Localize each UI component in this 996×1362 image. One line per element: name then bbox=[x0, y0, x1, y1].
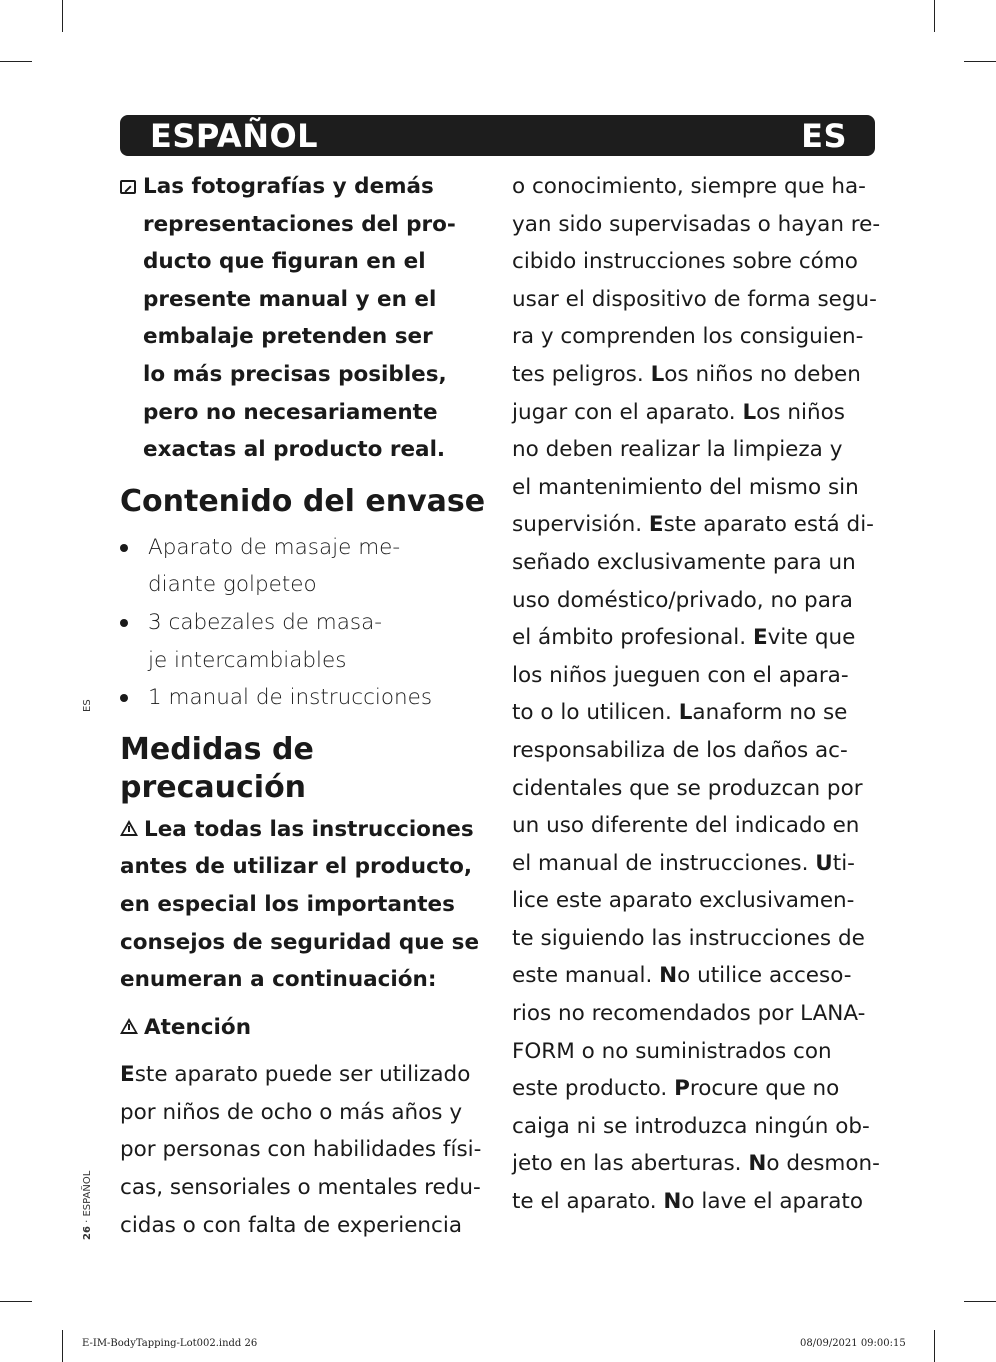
safety-paragraph-continued bbox=[512, 168, 892, 1221]
paragraph-line bbox=[512, 1183, 892, 1221]
paragraph-line bbox=[512, 506, 892, 544]
text-run: usar el dispositivo de forma segu- bbox=[512, 286, 877, 312]
paragraph-line bbox=[512, 431, 892, 469]
text-run: to o lo utilicen. bbox=[512, 700, 679, 726]
text-run: este producto. bbox=[512, 1076, 675, 1102]
text-run: supervisión. bbox=[512, 512, 649, 538]
paragraph-line bbox=[512, 281, 892, 319]
text-run: el manual de instrucciones. bbox=[512, 850, 816, 876]
paragraph-line bbox=[512, 845, 892, 883]
left-column bbox=[120, 168, 495, 1244]
sentence-lead-letter: N bbox=[659, 963, 678, 989]
drop-lead-letter: E bbox=[120, 1062, 135, 1088]
crop-mark bbox=[964, 1301, 996, 1302]
paragraph-line bbox=[512, 657, 892, 695]
text-run: caiga ni se introduzca ningún ob- bbox=[512, 1113, 870, 1139]
read-instructions-warning bbox=[120, 811, 495, 999]
text-run: o conocimiento, siempre que ha- bbox=[512, 174, 866, 199]
paragraph-line bbox=[512, 544, 892, 582]
page-footer-label: · ESPAÑOL bbox=[82, 1170, 93, 1227]
note-line: exactas al producto real. bbox=[143, 437, 446, 463]
crop-mark bbox=[934, 0, 935, 32]
attention-subheading bbox=[120, 1009, 495, 1047]
paragraph-line bbox=[512, 356, 892, 394]
paragraph-line bbox=[512, 957, 892, 995]
paragraph-line bbox=[512, 882, 892, 920]
note-line: pero no necesariamente bbox=[143, 399, 438, 425]
paragraph-line: cidas o con falta de experiencia bbox=[120, 1212, 463, 1238]
paragraph-line bbox=[512, 1070, 892, 1108]
list-item-line: 1 manual de instrucciones bbox=[148, 685, 433, 711]
paragraph-line bbox=[512, 582, 892, 620]
text-run: lice este aparato exclusivamen- bbox=[512, 888, 855, 914]
paragraph-line bbox=[512, 732, 892, 770]
paragraph-line bbox=[512, 694, 892, 732]
text-run: ste aparato está di- bbox=[663, 512, 874, 538]
contents-heading: Contenido del envase bbox=[120, 483, 486, 519]
text-run: os niños no deben bbox=[664, 361, 861, 387]
language-title: ESPAÑOL bbox=[150, 116, 319, 155]
text-run: o utilice acceso- bbox=[677, 963, 852, 989]
contents-list bbox=[120, 529, 495, 717]
right-column bbox=[512, 168, 892, 1221]
list-item-line: je intercambiables bbox=[148, 647, 347, 673]
text-run: o desmon- bbox=[766, 1151, 880, 1177]
precautions-heading-line: precaución bbox=[120, 769, 307, 805]
text-run: rios no recomendados por LANA- bbox=[512, 1001, 866, 1027]
note-line: lo más precisas posibles, bbox=[143, 361, 447, 387]
precautions-heading-line: Medidas de bbox=[120, 731, 314, 767]
crop-mark bbox=[62, 0, 63, 32]
text-run: jugar con el aparato. bbox=[512, 399, 743, 425]
paragraph-line bbox=[512, 619, 892, 657]
text-run: vite que bbox=[767, 625, 856, 651]
page-footer bbox=[82, 1171, 93, 1240]
sentence-lead-letter: P bbox=[674, 1076, 690, 1102]
bullet-icon bbox=[120, 544, 128, 552]
crop-mark bbox=[0, 61, 32, 62]
text-run: señado exclusivamente para un bbox=[512, 549, 856, 575]
list-item bbox=[120, 604, 495, 679]
crop-mark bbox=[964, 61, 996, 62]
crop-mark bbox=[0, 1301, 32, 1302]
list-item bbox=[120, 679, 495, 717]
image-disclaimer-note bbox=[120, 168, 495, 469]
text-run: yan sido supervisadas o hayan re- bbox=[512, 211, 881, 237]
paragraph-line bbox=[512, 807, 892, 845]
sentence-lead-letter: N bbox=[663, 1189, 682, 1215]
image-icon bbox=[120, 180, 136, 194]
sentence-lead-letter: E bbox=[648, 512, 664, 538]
list-item-line: diante golpeteo bbox=[148, 572, 317, 598]
text-run: jeto en las aberturas. bbox=[512, 1151, 749, 1177]
sentence-lead-letter: L bbox=[742, 399, 757, 425]
warning-line: en especial los importantes bbox=[120, 891, 455, 917]
sentence-lead-letter: N bbox=[748, 1151, 767, 1177]
note-line: ducto que figuran en el bbox=[143, 249, 426, 275]
warning-line: antes de utilizar el producto, bbox=[120, 854, 473, 880]
paragraph-line bbox=[512, 1033, 892, 1071]
paragraph-line bbox=[512, 168, 892, 206]
paragraph-line bbox=[512, 469, 892, 507]
language-header-bar bbox=[120, 115, 875, 156]
paragraph-line: por personas con habilidades físi- bbox=[120, 1137, 482, 1163]
text-run: os niños bbox=[756, 399, 845, 425]
text-run: anaform no se bbox=[692, 700, 848, 726]
text-run: cibido instrucciones sobre cómo bbox=[512, 249, 858, 275]
warning-line: enumeran a continuación: bbox=[120, 967, 437, 993]
text-run: te el aparato. bbox=[512, 1189, 664, 1215]
text-run: o lave el aparato bbox=[681, 1189, 863, 1215]
sentence-lead-letter: L bbox=[650, 361, 665, 387]
text-run: el mantenimiento del mismo sin bbox=[512, 474, 859, 500]
paragraph-line: por niños de ocho o más años y bbox=[120, 1099, 463, 1125]
list-item-line: Aparato de masaje me- bbox=[148, 534, 401, 560]
slug-filename: E-IM-BodyTapping-Lot002.indd 26 bbox=[82, 1338, 258, 1349]
warning-line: Lea todas las instrucciones bbox=[144, 816, 474, 842]
warning-icon bbox=[120, 1018, 138, 1034]
text-run: ra y comprenden los consiguien- bbox=[512, 324, 864, 350]
note-line: presente manual y en el bbox=[143, 286, 437, 312]
paragraph-line bbox=[512, 1145, 892, 1183]
side-language-code: ES bbox=[82, 699, 93, 712]
text-run: cidentales que se produzcan por bbox=[512, 775, 863, 801]
list-item-line: 3 cabezales de masa- bbox=[148, 609, 383, 635]
page-number: 26 bbox=[82, 1226, 93, 1240]
note-line: Las fotografías y demás bbox=[143, 174, 434, 199]
text-run: los niños jueguen con el apara- bbox=[512, 662, 849, 688]
paragraph-line bbox=[512, 920, 892, 958]
paragraph-line: ste aparato puede ser utilizado bbox=[134, 1062, 471, 1088]
precautions-heading bbox=[120, 731, 495, 807]
text-run: responsabiliza de los daños ac- bbox=[512, 737, 848, 763]
text-run: uso doméstico/privado, no para bbox=[512, 587, 853, 613]
text-run: un uso diferente del indicado en bbox=[512, 813, 860, 839]
text-run: rocure que no bbox=[689, 1076, 840, 1102]
note-line: representaciones del pro- bbox=[143, 211, 456, 237]
note-text bbox=[143, 168, 456, 469]
sentence-lead-letter: U bbox=[815, 850, 833, 876]
slug-datetime: 08/09/2021 09:00:15 bbox=[800, 1338, 906, 1349]
text-run: no deben realizar la limpieza y bbox=[512, 437, 843, 463]
crop-mark bbox=[62, 1330, 63, 1362]
paragraph-line bbox=[512, 1108, 892, 1146]
note-line: embalaje pretenden ser bbox=[143, 324, 433, 350]
paragraph-line bbox=[512, 770, 892, 808]
bullet-icon bbox=[120, 619, 128, 627]
paragraph-line bbox=[512, 318, 892, 356]
text-run: este manual. bbox=[512, 963, 660, 989]
attention-label: Atención bbox=[144, 1014, 251, 1040]
text-run: te siguiendo las instrucciones de bbox=[512, 925, 865, 951]
attention-paragraph bbox=[120, 1056, 495, 1244]
sentence-lead-letter: E bbox=[752, 625, 768, 651]
warning-icon bbox=[120, 820, 138, 836]
sentence-lead-letter: L bbox=[678, 700, 693, 726]
paragraph-line bbox=[512, 995, 892, 1033]
paragraph-line bbox=[512, 394, 892, 432]
warning-line: consejos de seguridad que se bbox=[120, 929, 480, 955]
paragraph-line bbox=[512, 206, 892, 244]
paragraph-line bbox=[512, 243, 892, 281]
paragraph-line: cas, sensoriales o mentales redu- bbox=[120, 1175, 481, 1201]
bullet-icon bbox=[120, 694, 128, 702]
text-run: FORM o no suministrados con bbox=[512, 1038, 832, 1064]
text-run: tes peligros. bbox=[512, 361, 651, 387]
text-run: ti- bbox=[832, 850, 855, 876]
text-run: el ámbito profesional. bbox=[512, 625, 753, 651]
list-item bbox=[120, 529, 495, 604]
language-code: ES bbox=[801, 116, 847, 155]
crop-mark bbox=[934, 1330, 935, 1362]
